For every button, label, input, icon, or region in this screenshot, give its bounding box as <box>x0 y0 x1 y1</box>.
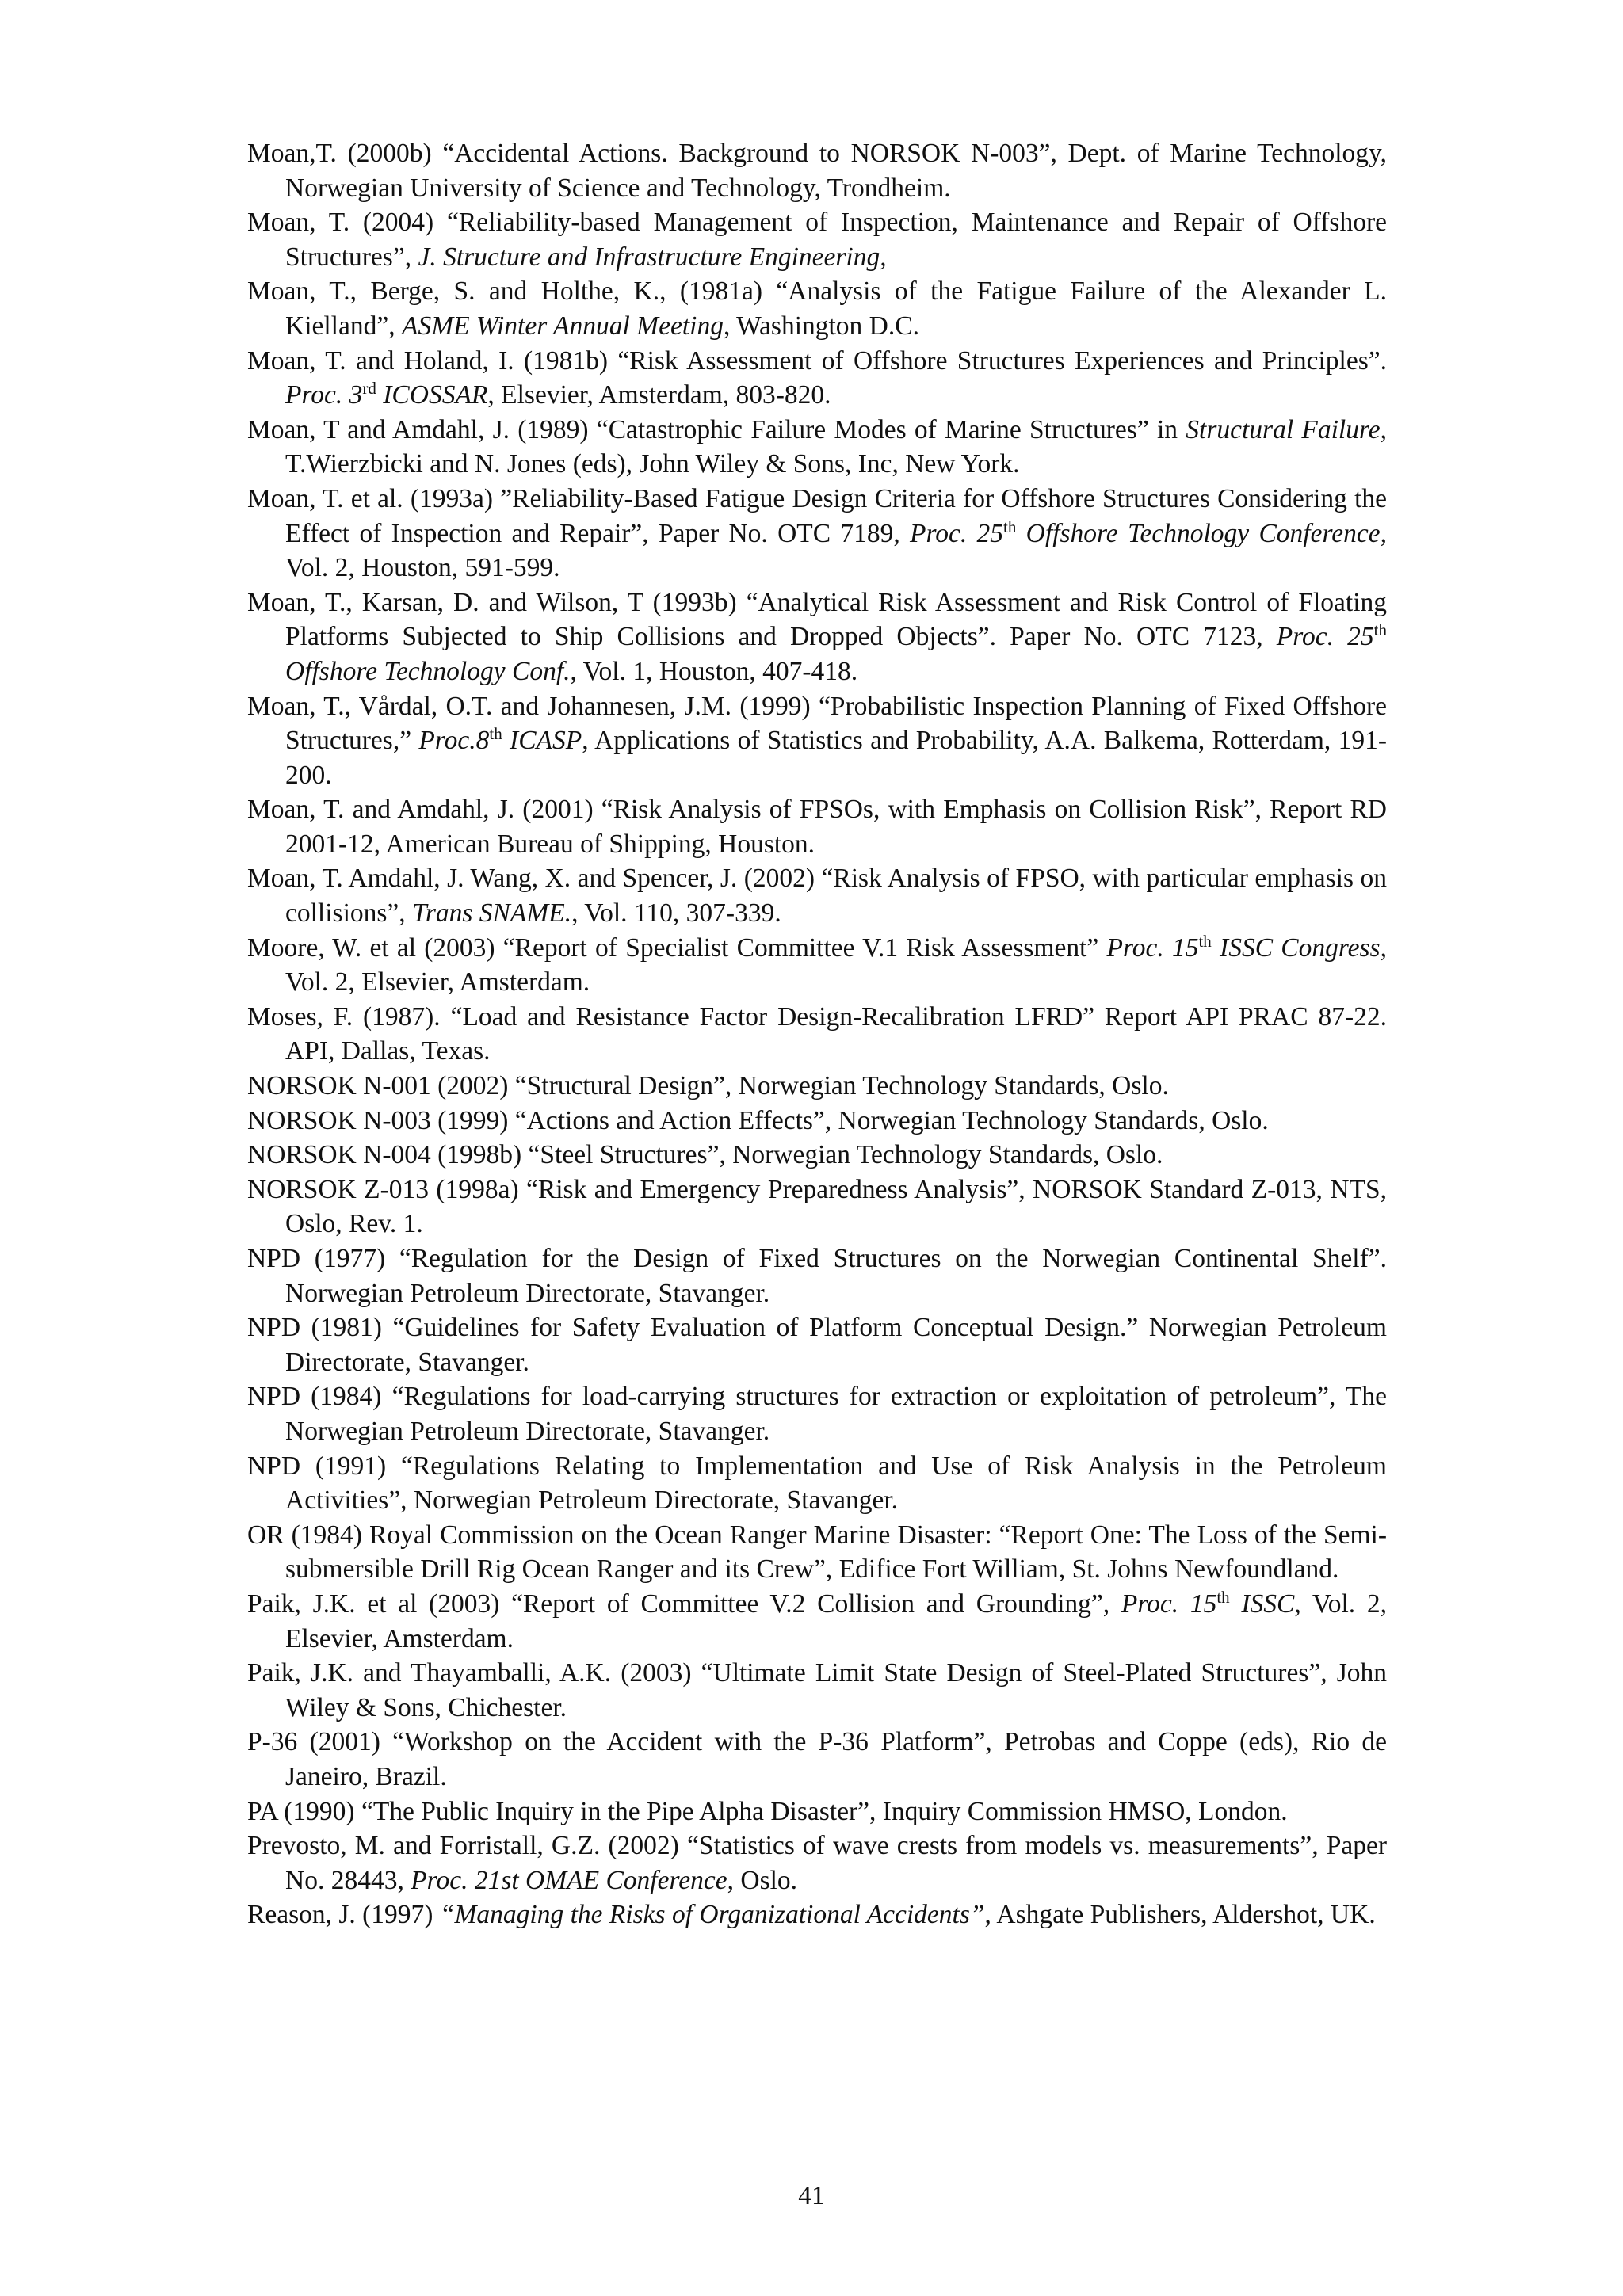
reference-text: NPD (1991) “Regulations Relating to Implementation and Use of Risk Analysis in the Petroleum Activities”, Norwegian Petroleum Directorate, Stavanger. <box>247 1451 1387 1516</box>
reference-entry <box>247 1829 1387 1897</box>
reference-superscript: rd <box>362 379 376 398</box>
reference-text: , Oslo. <box>727 1865 798 1895</box>
reference-text: Moan, T and Amdahl, J. (1989) “Catastrophic Failure Modes of Marine Structures” in <box>247 414 1186 444</box>
reference-italic-text: ISSC Congress <box>1211 933 1381 963</box>
reference-text: NPD (1981) “Guidelines for Safety Evaluation of Platform Conceptual Design.” Norwegian Petroleum Directorate, Stavanger. <box>247 1313 1387 1377</box>
reference-text: Vol. 2, Houston, 591-599. <box>285 553 560 583</box>
reference-text: , Washington D.C. <box>723 311 919 341</box>
reference-text: OR (1984) Royal Commission on the Ocean Ranger Marine Disaster: “Report One: The Loss of the Semi-submersible Drill Rig Ocean Ranger and its Crew”, Edifice Fort William, St. Johns Newfoundland. <box>247 1520 1387 1585</box>
reference-entry <box>247 1310 1387 1379</box>
reference-superscript: th <box>1373 620 1387 640</box>
reference-italic-text: Proc.8 <box>418 726 490 756</box>
reference-text: Moan, T., Berge, S. and Holthe, K., (1981a) “Analysis of the Fatigue Failure of the Alexander L. Kielland”, <box>247 277 1387 341</box>
reference-italic-text: Proc. 21st OMAE Conference <box>411 1865 727 1895</box>
reference-text: PA (1990) “The Public Inquiry in the Pipe Alpha Disaster”, Inquiry Commission HMSO, London. <box>247 1796 1288 1826</box>
reference-superscript: th <box>1216 1587 1230 1607</box>
reference-text: Paik, J.K. et al (2003) “Report of Committee V.2 Collision and Grounding”, <box>247 1589 1121 1619</box>
reference-text: Moan,T. (2000b) “Accidental Actions. Background to NORSOK N-003”, Dept. of Marine Technology, Norwegian University of Science and Technology, Trondheim. <box>247 139 1387 203</box>
reference-entry <box>247 413 1387 482</box>
reference-entry <box>247 1069 1387 1104</box>
reference-text: , Vol. 2, Elsevier, Amsterdam. <box>285 1589 1388 1653</box>
reference-entry <box>247 1897 1387 1932</box>
reference-italic-text: Trans SNAME. <box>412 898 572 929</box>
reference-entry <box>247 1518 1387 1587</box>
reference-text: , T.Wierzbicki and N. Jones (eds), John Wiley & Sons, Inc, New York. <box>285 414 1387 479</box>
reference-text: P-36 (2001) “Workshop on the Accident with the P-36 Platform”, Petrobas and Coppe (eds), Rio de Janeiro, Brazil. <box>247 1727 1387 1791</box>
reference-entry <box>247 1656 1387 1725</box>
reference-italic-text: Proc. 15 <box>1106 933 1199 963</box>
reference-entry <box>247 205 1387 274</box>
reference-entry <box>247 1725 1387 1794</box>
reference-text: Moan, T., Karsan, D. and Wilson, T (1993b) “Analytical Risk Assessment and Risk Control of Floating Platforms Subjected to Ship Collisions and Dropped Objects”. Paper No. OTC 7123, <box>247 587 1387 652</box>
reference-italic-text: ISSC <box>1229 1589 1295 1619</box>
reference-text: Paik, J.K. and Thayamballi, A.K. (2003) “Ultimate Limit State Design of Steel-Plated Structures”, John Wiley & Sons, Chichester. <box>247 1658 1387 1722</box>
reference-entry <box>247 1794 1387 1829</box>
reference-entry <box>247 1379 1387 1448</box>
reference-text: , Ashgate Publishers, Aldershot, UK. <box>984 1900 1376 1930</box>
reference-italic-text: J. Structure and Infrastructure Engineering, <box>418 242 887 272</box>
reference-italic-text: ICASP <box>502 726 582 756</box>
reference-entry <box>247 1000 1387 1069</box>
reference-italic-text: Proc. 15 <box>1121 1589 1217 1619</box>
reference-entry <box>247 1241 1387 1310</box>
reference-text: , Elsevier, Amsterdam, 803-820. <box>487 380 831 410</box>
reference-text: Moan, T. et al. (1993a) ”Reliability-Based Fatigue Design Criteria for Offshore Structures Considering the Effect of Inspection and Repair”, Paper No. OTC 7189, <box>247 483 1387 548</box>
reference-italic-text: Proc. 25 <box>1276 622 1374 652</box>
reference-text: Moan, T. Amdahl, J. Wang, X. and Spencer, J. (2002) “Risk Analysis of FPSO, with particular emphasis on collisions”, <box>247 864 1387 929</box>
reference-text: , Vol. 110, 307-339. <box>571 898 781 929</box>
reference-entry <box>247 1173 1387 1241</box>
reference-entry <box>247 482 1387 585</box>
reference-text: Moore, W. et al (2003) “Report of Specialist Committee V.1 Risk Assessment” <box>247 933 1107 963</box>
reference-italic-text: Offshore Technology Conference, <box>1016 518 1387 548</box>
reference-superscript: th <box>489 723 502 743</box>
reference-text: NORSOK N-003 (1999) “Actions and Action Effects”, Norwegian Technology Standards, Oslo. <box>247 1105 1269 1135</box>
reference-text: Moan, T., Vårdal, O.T. and Johannesen, J.M. (1999) “Probabilistic Inspection Planning of Fixed Offshore Structures,” <box>247 691 1387 756</box>
reference-text: NPD (1984) “Regulations for load-carrying structures for extraction or exploitation of petroleum”, The Norwegian Petroleum Directorate, Stavanger. <box>247 1382 1387 1446</box>
reference-entry <box>247 792 1387 861</box>
reference-text: NPD (1977) “Regulation for the Design of Fixed Structures on the Norwegian Continental Shelf”. Norwegian Petroleum Directorate, Stavanger. <box>247 1244 1387 1308</box>
reference-italic-text: Structural Failure <box>1186 414 1381 444</box>
reference-superscript: th <box>1198 931 1212 951</box>
reference-text: Moan, T. (2004) “Reliability-based Management of Inspection, Maintenance and Repair of Offshore Structures”, <box>247 208 1387 272</box>
reference-text: Moan, T. and Holand, I. (1981b) “Risk Assessment of Offshore Structures Experiences and Principles”. <box>247 345 1387 376</box>
reference-entry <box>247 1104 1387 1138</box>
reference-italic-text: ASME Winter Annual Meeting <box>401 311 724 341</box>
reference-text: , Vol. 2, Elsevier, Amsterdam. <box>285 933 1387 997</box>
reference-entry <box>247 861 1387 930</box>
reference-text: NORSOK N-001 (2002) “Structural Design”, Norwegian Technology Standards, Oslo. <box>247 1071 1169 1101</box>
reference-entry <box>247 1587 1387 1656</box>
reference-italic-text: Proc. 3 <box>285 380 363 410</box>
page-number: 41 <box>798 2181 825 2210</box>
reference-entry <box>247 931 1387 1000</box>
reference-list <box>247 136 1387 1932</box>
reference-entry <box>247 1449 1387 1518</box>
reference-entry <box>247 689 1387 793</box>
reference-text: Reason, J. (1997) <box>247 1900 440 1930</box>
reference-italic-text: “Managing the Risks of Organizational Accidents” <box>439 1900 985 1930</box>
reference-text: NORSOK Z-013 (1998a) “Risk and Emergency Preparedness Analysis”, NORSOK Standard Z-013, NTS, Oslo, Rev. 1. <box>247 1174 1387 1239</box>
reference-text: NORSOK N-004 (1998b) “Steel Structures”, Norwegian Technology Standards, Oslo. <box>247 1140 1163 1170</box>
reference-text: , Applications of Statistics and Probability, A.A. Balkema, Rotterdam, 191-200. <box>285 726 1388 790</box>
reference-italic-text: Proc. 25 <box>910 518 1004 548</box>
reference-entry <box>247 1138 1387 1173</box>
reference-text: , Vol. 1, Houston, 407-418. <box>570 656 858 686</box>
reference-entry <box>247 585 1387 689</box>
reference-text: Prevosto, M. and Forristall, G.Z. (2002) “Statistics of wave crests from models vs. measurements”, Paper No. 28443, <box>247 1831 1387 1895</box>
reference-entry <box>247 344 1387 413</box>
reference-italic-text: ICOSSAR <box>376 380 488 410</box>
reference-text: Moses, F. (1987). “Load and Resistance Factor Design-Recalibration LFRD” Report API PRAC 87-22. API, Dallas, Texas. <box>247 1001 1387 1066</box>
reference-italic-text: Offshore Technology Conf. <box>285 656 571 686</box>
reference-entry <box>247 274 1387 343</box>
reference-superscript: th <box>1003 517 1017 536</box>
reference-text: Moan, T. and Amdahl, J. (2001) “Risk Analysis of FPSOs, with Emphasis on Collision Risk”, Report RD 2001-12, American Bureau of Shipping, Houston. <box>247 795 1387 859</box>
reference-entry <box>247 136 1387 205</box>
